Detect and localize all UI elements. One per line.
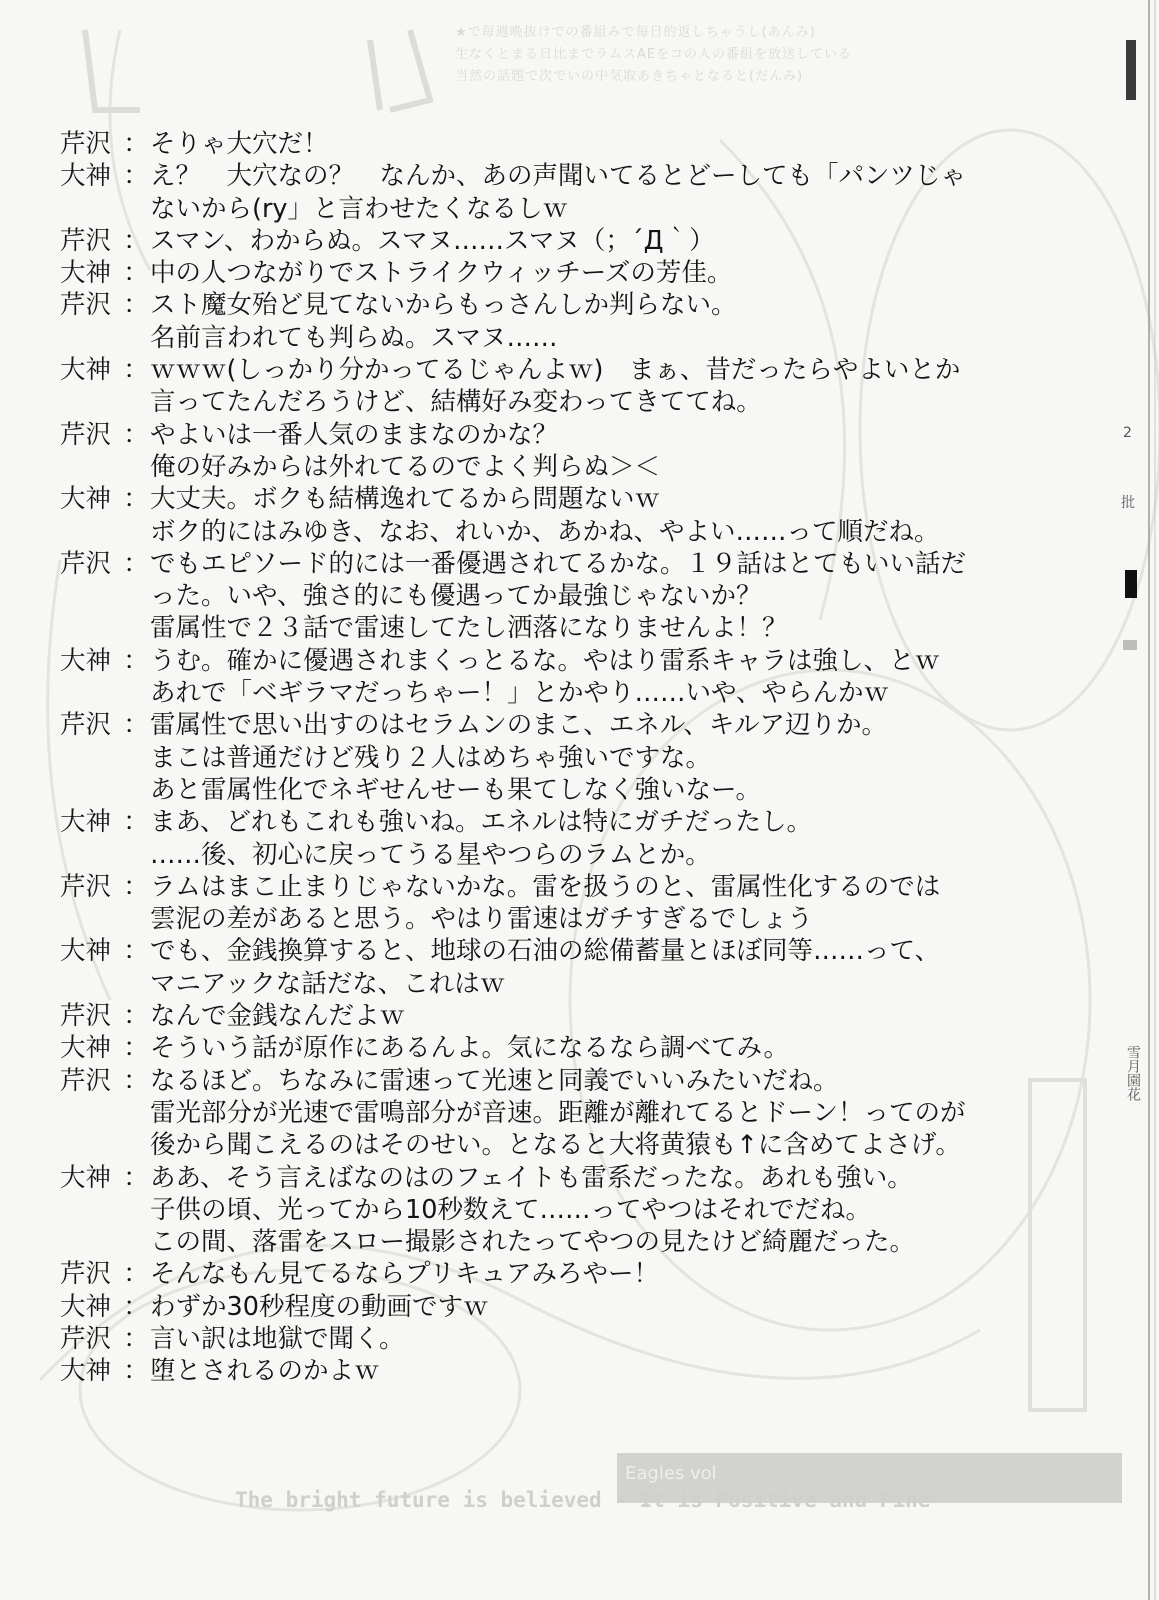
speaker-separator: ： — [123, 548, 149, 579]
dialogue-text: この間、落雷をスロー撮影されたってやつの見たけど綺麗だった。 — [150, 1227, 916, 1258]
speaker-name: 芹沢 — [60, 1065, 112, 1096]
dialogue-text: そりゃ大穴だ！ — [150, 129, 329, 159]
continuation-indent — [60, 774, 150, 806]
speaker-separator: ： — [123, 1065, 149, 1096]
dialogue-text: 雷属性で２３話で雷速してたし洒落になりませんよ！？ — [150, 613, 788, 644]
dialogue-text: マニアックな話だな、これはｗ — [150, 968, 506, 999]
dialogue-text: 言ってたんだろうけど、結構好み変わってきててね。 — [150, 387, 762, 418]
dialogue-text: なんで金銭なんだよｗ — [150, 1001, 406, 1032]
edge-mark: 雪月園花 — [1125, 1045, 1141, 1101]
dialogue-line — [60, 354, 1070, 386]
speaker-separator: ： — [123, 645, 149, 676]
speaker-name: 大神 — [60, 936, 112, 967]
dialogue-line — [60, 709, 1070, 741]
speaker-name: 大神 — [60, 1162, 112, 1193]
speaker-name: 芹沢 — [60, 1259, 112, 1290]
dialogue-text: 言い訳は地獄で聞く。 — [150, 1323, 405, 1354]
dialogue-text: 堕とされるのかよｗ — [150, 1356, 380, 1387]
dialogue-text: でもエピソード的には一番優遇されてるかな。１９話はとてもいい話だ — [150, 548, 967, 579]
speaker-name: 芹沢 — [60, 1001, 112, 1032]
speaker-separator: ： — [123, 1291, 149, 1322]
dialogue-line — [60, 419, 1070, 451]
speaker-name: 芹沢 — [60, 419, 112, 450]
background-faint-text — [455, 22, 975, 88]
speaker-separator: ： — [123, 355, 149, 386]
speaker-separator: ： — [123, 129, 149, 159]
continuation-indent — [60, 742, 150, 774]
speaker-name: 大神 — [60, 484, 112, 515]
dialogue-text: そんなもん見てるならプリキュアみろやー！ — [150, 1259, 659, 1290]
dialogue-line — [60, 612, 1070, 644]
dialogue-line — [60, 968, 1070, 1000]
background-band-text: Eagles vol — [625, 1463, 717, 1484]
speaker-separator: ： — [123, 1356, 149, 1387]
dialogue-line — [60, 1258, 1070, 1290]
faint-line: 生なくとまる日比までラムスAEをコの人の番組を放送している — [455, 47, 852, 62]
dialogue-text: スマン、わからぬ。スマヌ……スマヌ（；´Д｀） — [150, 225, 715, 256]
dialogue-line — [60, 742, 1070, 774]
dialogue-text: やよいは一番人気のままなのかな？ — [150, 419, 559, 450]
dialogue-body — [60, 128, 1070, 1388]
edge-mark: 2 — [1123, 425, 1132, 441]
speaker-separator: ： — [123, 710, 149, 741]
dialogue-text: ラムはまこ止まりじゃないかな。雷を扱うのと、雷属性化するのでは — [150, 871, 941, 902]
speaker-name: 大神 — [60, 161, 112, 192]
continuation-indent — [60, 1097, 150, 1129]
dialogue-line — [60, 1000, 1070, 1032]
dialogue-text: 雷光部分が光速で雷鳴部分が音速。距離が離れてるとドーン！ってのが — [150, 1097, 966, 1128]
edge-lines — [1111, 0, 1159, 1600]
continuation-indent — [60, 677, 150, 709]
speaker-name: 芹沢 — [60, 1323, 112, 1354]
dialogue-text: ……後、初心に戻ってうる星やつらのラムとか。 — [150, 839, 711, 870]
dialogue-line — [60, 483, 1070, 515]
speaker-separator: ： — [123, 1259, 149, 1290]
dialogue-text: うむ。確かに優遇されまくっとるな。やはり雷系キャラは強し、とｗ — [150, 645, 940, 676]
speaker-name: 大神 — [60, 1291, 112, 1322]
speaker-separator: ： — [123, 936, 149, 967]
continuation-indent — [60, 1226, 150, 1258]
dialogue-line — [60, 935, 1070, 967]
dialogue-text: ボク的にはみゆき、なお、れいか、あかね、やよい……って順だね。 — [150, 516, 940, 547]
speaker-name: 大神 — [60, 258, 112, 289]
speaker-name: 芹沢 — [60, 225, 112, 256]
speaker-separator: ： — [123, 807, 149, 838]
dialogue-text: まあ、どれもこれも強いね。エネルは特にガチだったし。 — [150, 807, 812, 838]
continuation-indent — [60, 903, 150, 935]
dialogue-line — [60, 1323, 1070, 1355]
dialogue-text: でも、金銭換算すると、地球の石油の総備蓄量とほぼ同等……って、 — [150, 936, 940, 967]
faint-line: 当然の話題で次でいの中気取あきちゃとなると(だんみ) — [455, 69, 804, 84]
speaker-name: 大神 — [60, 1356, 112, 1387]
speaker-separator: ： — [123, 1162, 149, 1193]
faint-line: ★で毎週晩抜けでの番組みで毎日的返しちゃうし(あんみ) — [455, 25, 816, 40]
continuation-indent — [60, 1129, 150, 1161]
dialogue-line — [60, 1162, 1070, 1194]
dialogue-line — [60, 1032, 1070, 1064]
speaker-name: 芹沢 — [60, 871, 112, 902]
continuation-indent — [60, 580, 150, 612]
dialogue-line — [60, 677, 1070, 709]
speaker-separator: ： — [123, 1001, 149, 1032]
speaker-separator: ： — [123, 871, 149, 902]
dialogue-text: あれで「ベギラマだっちゃー！」とかやり……いや、やらんかｗ — [150, 678, 889, 709]
dialogue-text: スト魔女殆ど見てないからもっさんしか判らない。 — [150, 290, 737, 321]
dialogue-line — [60, 1097, 1070, 1129]
dialogue-text: 雲泥の差があると思う。やはり雷速はガチすぎるでしょう — [150, 904, 813, 935]
continuation-indent — [60, 451, 150, 483]
dialogue-text: ｗｗｗ(しっかり分かってるじゃんよｗ) まぁ、昔だったらやよいとか — [150, 355, 961, 386]
dialogue-text: 子供の頃、光ってから10秒数えて……ってやつはそれでだね。 — [150, 1194, 871, 1225]
dialogue-text: 雷属性で思い出すのはセラムンのまこ、エネル、キルア辺りか。 — [150, 710, 887, 741]
dialogue-line — [60, 1129, 1070, 1161]
dialogue-line — [60, 1065, 1070, 1097]
dialogue-line — [60, 193, 1070, 225]
dialogue-text: ないから(ry」と言わせたくなるしｗ — [150, 193, 569, 224]
dialogue-line — [60, 1355, 1070, 1387]
speaker-name: 芹沢 — [60, 129, 112, 159]
dialogue-text: 名前言われても判らぬ。スマヌ…… — [150, 322, 558, 353]
speaker-separator: ： — [123, 290, 149, 321]
dialogue-line — [60, 451, 1070, 483]
speaker-separator: ： — [123, 258, 149, 289]
dialogue-text: そういう話が原作にあるんよ。気になるなら調べてみ。 — [150, 1033, 790, 1064]
background-footer-text: The bright future is believed - It is Positive and Pine — [235, 1488, 931, 1512]
edge-mark: 批 — [1121, 495, 1135, 511]
dialogue-text: 後から聞こえるのはそのせい。となると大将黄猿も↑に含めてよさげ。 — [150, 1130, 961, 1161]
dialogue-text: なるほど。ちなみに雷速って光速と同義でいいみたいだね。 — [150, 1065, 839, 1096]
dialogue-line — [60, 516, 1070, 548]
continuation-indent — [60, 322, 150, 354]
dialogue-line — [60, 806, 1070, 838]
dialogue-line — [60, 871, 1070, 903]
dialogue-text: った。いや、強さ的にも優遇ってか最強じゃないか？ — [150, 581, 762, 612]
dialogue-line — [60, 1226, 1070, 1258]
dialogue-line — [60, 225, 1070, 257]
continuation-indent — [60, 193, 150, 225]
dialogue-text: ああ、そう言えばなのはのフェイトも雷系だったな。あれも強い。 — [150, 1162, 913, 1193]
continuation-indent — [60, 968, 150, 1000]
dialogue-text: え？ 大穴なの？ なんか、あの声聞いてるとどーしても「パンツじゃ — [150, 161, 967, 192]
dialogue-line — [60, 903, 1070, 935]
dialogue-line — [60, 257, 1070, 289]
dialogue-line — [60, 128, 1070, 160]
dialogue-text: 中の人つながりでストライクウィッチーズの芳佳。 — [150, 258, 733, 289]
speaker-separator: ： — [123, 1033, 149, 1064]
dialogue-line — [60, 580, 1070, 612]
dialogue-text: まこは普通だけど残り２人はめちゃ強いですな。 — [150, 742, 712, 773]
speaker-separator: ： — [123, 419, 149, 450]
speaker-name: 芹沢 — [60, 548, 112, 579]
speaker-separator: ： — [123, 1323, 149, 1354]
continuation-indent — [60, 839, 150, 871]
speaker-separator: ： — [123, 161, 149, 192]
dialogue-line — [60, 645, 1070, 677]
speaker-name: 大神 — [60, 645, 112, 676]
dialogue-text: 俺の好みからは外れてるのでよく判らぬ＞＜ — [150, 451, 661, 482]
dialogue-text: あと雷属性化でネギせんせーも果てしなく強いなー。 — [150, 774, 761, 805]
continuation-indent — [60, 612, 150, 644]
dialogue-line — [60, 839, 1070, 871]
dialogue-line — [60, 386, 1070, 418]
continuation-indent — [60, 1194, 150, 1226]
speaker-name: 大神 — [60, 1033, 112, 1064]
dialogue-line — [60, 322, 1070, 354]
dialogue-line — [60, 289, 1070, 321]
dialogue-line — [60, 774, 1070, 806]
dialogue-line — [60, 1291, 1070, 1323]
dialogue-line — [60, 548, 1070, 580]
dialogue-text: わずか30秒程度の動画ですｗ — [150, 1291, 489, 1322]
page-right-edge — [1111, 0, 1159, 1600]
continuation-indent — [60, 516, 150, 548]
speaker-name: 芹沢 — [60, 290, 112, 321]
dialogue-text: 大丈夫。ボクも結構逸れてるから問題ないｗ — [150, 484, 661, 515]
speaker-separator: ： — [123, 225, 149, 256]
speaker-name: 芹沢 — [60, 710, 112, 741]
continuation-indent — [60, 386, 150, 418]
speaker-name: 大神 — [60, 355, 112, 386]
dialogue-line — [60, 1194, 1070, 1226]
dialogue-line — [60, 160, 1070, 192]
speaker-name: 大神 — [60, 807, 112, 838]
speaker-separator: ： — [123, 484, 149, 515]
